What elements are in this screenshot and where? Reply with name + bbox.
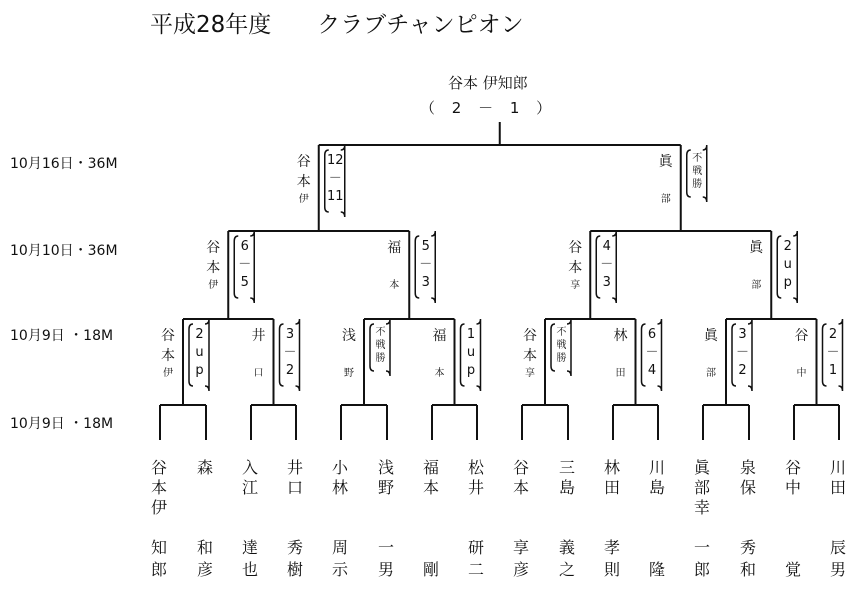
match-winner-char: 谷 (296, 154, 311, 170)
match-score (237, 240, 252, 294)
player-surname-char: 三 (559, 458, 576, 477)
match-winner-char: 谷 (206, 240, 221, 256)
player-given (378, 540, 394, 584)
match-winner (704, 329, 718, 383)
match-score-char: p (195, 363, 204, 378)
match-winner-char: 本 (523, 348, 537, 364)
match-score-char: － (645, 345, 659, 360)
player-given-char: 則 (604, 560, 621, 579)
player-surname-char: 口 (287, 478, 304, 497)
player-given-char: 剛 (423, 560, 440, 579)
page-title: 平成28年度 クラブチャンピオン (150, 12, 524, 38)
player-surname-char: 森 (197, 458, 214, 477)
match-winner (297, 155, 311, 209)
player-surname-char: 野 (378, 478, 395, 497)
player-surname (649, 460, 665, 500)
player-surname-char: 幸 (694, 498, 711, 517)
match-score-char: 6 (240, 239, 249, 254)
match-winner (161, 329, 175, 383)
match-winner-char: 野 (344, 368, 354, 379)
player-surname (740, 460, 756, 500)
player-given-char: 示 (332, 560, 349, 579)
player-surname (559, 460, 575, 500)
match-score-char: 1 (466, 327, 476, 342)
match-score-char: 2 (783, 239, 792, 254)
match-winner-char: 田 (615, 368, 626, 379)
player-given (649, 540, 665, 584)
player-given-char: 辰 (830, 538, 847, 557)
player-given (694, 540, 710, 584)
match-winner-char: 本 (389, 280, 400, 291)
match-score-char: 3 (421, 275, 430, 290)
round-date-final: 10月16日・36M (10, 156, 118, 172)
match-score-char: 4 (647, 363, 657, 378)
match-score-char: 5 (421, 239, 430, 254)
player-surname (423, 460, 439, 500)
player-given-char: 二 (468, 560, 485, 579)
player-surname (513, 460, 529, 500)
player-surname (468, 460, 484, 500)
match-winner-char: 眞 (749, 240, 764, 256)
player-given-char: 彦 (197, 560, 214, 579)
player-given (332, 540, 348, 584)
match-score-char: u (783, 257, 792, 272)
player-given-char: 覚 (785, 560, 802, 579)
match-score-char: p (783, 275, 792, 290)
player-surname-char: 島 (649, 478, 666, 497)
match-winner-char: 眞 (704, 328, 718, 344)
match-score-char: － (826, 345, 840, 360)
player-given-char: 郎 (151, 560, 168, 579)
match-winner-char: 部 (660, 194, 671, 205)
player-given (242, 540, 258, 584)
player-surname-char: 部 (694, 478, 711, 497)
player-surname-char: 福 (423, 458, 440, 477)
player-given (604, 540, 620, 584)
player-surname-char: 井 (468, 478, 485, 497)
player-given (785, 540, 801, 584)
match-score-char: 勝 (375, 353, 386, 364)
player-surname (694, 460, 710, 520)
match-score (328, 154, 343, 208)
player-given-char: 隆 (649, 560, 666, 579)
player-surname-char: 本 (513, 478, 530, 497)
player-given-char: 和 (740, 560, 757, 579)
match-winner-char: 谷 (523, 328, 537, 344)
match-score (599, 240, 614, 294)
match-score-char: 2 (738, 363, 747, 378)
player-given (423, 540, 439, 584)
match-score-char: － (735, 345, 749, 360)
match-winner-char: 谷 (794, 328, 809, 344)
match-winner (749, 241, 763, 295)
match-score (418, 240, 433, 294)
match-score-char: 不 (375, 327, 386, 338)
player-surname-char: 浅 (378, 458, 395, 477)
player-given-char: 研 (468, 538, 485, 557)
match-score-char: 2 (285, 363, 295, 378)
player-surname (378, 460, 394, 500)
player-given-char: 義 (559, 538, 576, 557)
match-winner-char: 伊 (208, 280, 219, 291)
player-surname (785, 460, 801, 500)
match-winner-char: 福 (387, 240, 402, 256)
match-score-char: 不 (692, 153, 703, 164)
match-score-char: － (419, 257, 433, 272)
match-winner-char: 伊 (163, 368, 173, 379)
player-given-char: 周 (332, 538, 349, 557)
match-winner-char: 谷 (161, 328, 175, 344)
player-surname-char: 本 (423, 478, 440, 497)
match-score (192, 328, 207, 382)
player-given-char: 彦 (513, 560, 530, 579)
match-winner-char: 福 (432, 328, 447, 344)
match-score (373, 328, 388, 367)
match-score-char: 11 (326, 189, 344, 204)
player-surname (287, 460, 303, 500)
player-surname (242, 460, 258, 500)
match-winner-char: 享 (570, 280, 581, 291)
match-score (690, 154, 705, 193)
player-surname-char: 島 (559, 478, 576, 497)
player-given (559, 540, 575, 584)
match-score-char: u (195, 345, 204, 360)
player-surname-char: 中 (785, 478, 802, 497)
player-surname (151, 460, 167, 520)
match-winner (659, 155, 673, 209)
match-score-char: 6 (647, 327, 657, 342)
player-given (287, 540, 303, 584)
player-surname-char: 松 (468, 458, 485, 477)
match-winner-char: 本 (296, 174, 311, 190)
player-surname-char: 保 (740, 478, 757, 497)
match-winner-char: 口 (253, 368, 264, 379)
player-given (740, 540, 756, 584)
match-winner (206, 241, 220, 295)
player-given (197, 540, 213, 584)
match-winner (568, 241, 582, 295)
player-surname (197, 460, 213, 480)
round-date-first-round: 10月9日 ・18M (10, 416, 114, 432)
match-winner-char: 本 (568, 260, 583, 276)
match-winner (252, 329, 266, 383)
match-winner-char: 伊 (298, 194, 309, 205)
match-score (780, 240, 795, 294)
match-score-char: － (600, 257, 614, 272)
match-winner-char: 谷 (568, 240, 583, 256)
match-score-char: u (466, 345, 476, 360)
player-surname-char: 江 (242, 478, 259, 497)
champion-score: （ 2 － 1 ） (420, 99, 558, 117)
match-score (283, 328, 298, 382)
player-given-char: 樹 (287, 560, 304, 579)
match-winner-char: 林 (613, 328, 628, 344)
player-given-char: 郎 (694, 560, 711, 579)
player-given-char: 達 (242, 538, 259, 557)
match-score-char: 12 (326, 153, 344, 168)
match-score-char: 勝 (556, 353, 567, 364)
match-winner-char: 享 (525, 368, 535, 379)
player-surname-char: 本 (151, 478, 168, 497)
match-score-char: － (238, 257, 252, 272)
match-score (826, 328, 841, 382)
match-score-char: p (466, 363, 476, 378)
match-score-char: 4 (602, 239, 611, 254)
champion-name: 谷本 伊知郎 (448, 74, 528, 92)
player-given-char: 一 (378, 538, 395, 557)
match-score (735, 328, 750, 382)
player-given (830, 540, 846, 584)
match-winner-char: 眞 (658, 154, 673, 170)
match-winner (433, 329, 447, 383)
match-score-char: 不 (556, 327, 567, 338)
match-winner-char: 本 (161, 348, 175, 364)
player-given-char: 享 (513, 538, 530, 557)
match-winner (342, 329, 356, 383)
match-score-char: 3 (285, 327, 295, 342)
match-score-char: － (328, 171, 342, 186)
match-winner-char: 井 (251, 328, 266, 344)
player-given (513, 540, 529, 584)
match-score-char: 5 (240, 275, 249, 290)
player-surname (332, 460, 348, 500)
player-given-char: 一 (694, 538, 711, 557)
player-surname-char: 谷 (785, 458, 802, 477)
player-surname-char: 林 (332, 478, 349, 497)
round-date-quarterfinal: 10月9日 ・18M (10, 328, 114, 344)
round-date-semifinal: 10月10日・36M (10, 243, 118, 259)
match-score-char: － (283, 345, 297, 360)
match-score (464, 328, 479, 382)
player-given-char: 孝 (604, 538, 621, 557)
player-surname-char: 眞 (694, 458, 711, 477)
match-score (554, 328, 569, 367)
match-winner-char: 本 (434, 368, 445, 379)
player-surname-char: 田 (604, 478, 621, 497)
match-winner (387, 241, 401, 295)
match-winner (614, 329, 628, 383)
match-score-char: 2 (828, 327, 838, 342)
player-surname-char: 入 (242, 458, 259, 477)
match-score-char: 戦 (556, 340, 567, 351)
match-winner-char: 浅 (342, 328, 356, 344)
match-winner-char: 中 (796, 368, 807, 379)
player-surname-char: 林 (604, 458, 621, 477)
match-winner (795, 329, 809, 383)
player-surname-char: 谷 (513, 458, 530, 477)
player-given-char: 也 (242, 560, 259, 579)
player-surname-char: 小 (332, 458, 349, 477)
match-winner-char: 部 (706, 368, 716, 379)
match-score-char: 2 (195, 327, 204, 342)
player-surname-char: 井 (287, 458, 304, 477)
player-surname-char: 泉 (740, 458, 757, 477)
match-score-char: 3 (738, 327, 747, 342)
player-surname-char: 谷 (151, 458, 168, 477)
match-winner-char: 本 (206, 260, 221, 276)
player-given-char: 男 (830, 560, 847, 579)
player-surname-char: 田 (830, 478, 847, 497)
player-surname-char: 川 (649, 458, 666, 477)
player-surname-char: 伊 (151, 498, 168, 517)
match-score (645, 328, 660, 382)
player-surname-char: 川 (830, 458, 847, 477)
player-surname (830, 460, 846, 500)
player-given-char: 男 (378, 560, 395, 579)
player-given-char: 秀 (287, 538, 304, 557)
player-given-char: 之 (559, 560, 576, 579)
match-score-char: 3 (602, 275, 611, 290)
player-given-char: 秀 (740, 538, 757, 557)
player-given-char: 和 (197, 538, 214, 557)
match-score-char: 1 (828, 363, 838, 378)
match-score-char: 戦 (692, 166, 703, 177)
player-surname (604, 460, 620, 500)
match-winner-char: 部 (751, 280, 762, 291)
player-given-char: 知 (151, 538, 168, 557)
match-winner (523, 329, 537, 383)
player-given (468, 540, 484, 584)
match-score-char: 戦 (375, 340, 386, 351)
match-score-char: 勝 (692, 179, 703, 190)
player-given (151, 540, 167, 584)
